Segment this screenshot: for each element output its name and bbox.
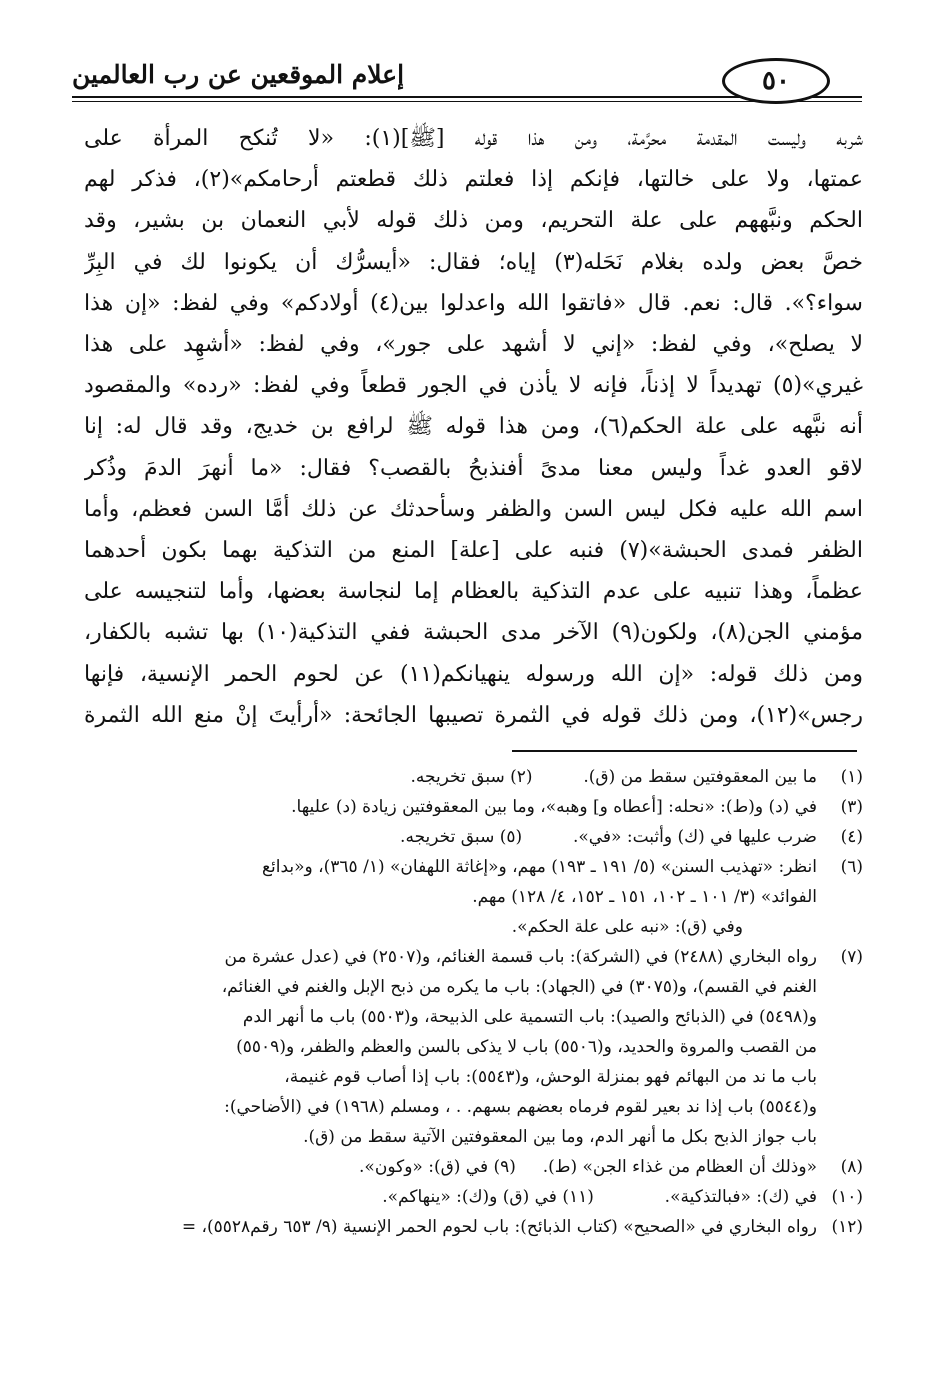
footnote-continuation: باب ما ند من البهائم فهو بمنزلة الوحش، و(٥٥٤٣): باب إذا أصاب قوم غنيمة،: [284, 1067, 817, 1087]
footnote-text: سبق تخريجه.: [400, 827, 495, 847]
footnotes: [82, 762, 863, 1242]
footnote-7: [82, 942, 863, 972]
text-line: الحكم ونبَّههم على علة التحريم، ومن ذلك قوله لأبي النعمان بن بشير، وقد: [84, 208, 863, 234]
text-line: خصَّ بعض ولده بغلام نَحَله(٣) إياه؛ فقال: «أيسرُّك أن يكونوا لك في البِرِّ: [84, 249, 863, 275]
text-line: مؤمني الجن(٨)، ولكون(٩) الآخر مدى الحبشة ففي التذكية(١٠) بها تشبه بالكفار،: [84, 620, 863, 646]
footnote-6: [82, 852, 863, 882]
footnote-continuation: و(٥٤٩٨) في (الذبائح والصيد): باب التسمية على الذبيحة، و(٥٥٠٣) باب ما أنهر الدم: [242, 1007, 817, 1027]
text-line: لاقو العدو غداً وليس معنا مدىً أفنذبحُ بالقصب؟ فقال: «ما أنهرَ الدمَ وذُكر: [84, 455, 863, 481]
running-header: [72, 52, 862, 108]
footnote-10-11: [82, 1182, 863, 1212]
text-line: ومن ذلك قوله: «إن الله ورسوله ينهيانكم(١١) عن لحوم الحمر الإنسية، فإنها: [84, 661, 863, 687]
book-title: إعلام الموقعين عن رب العالمين: [72, 60, 405, 89]
text-line: عمتها، ولا على خالتها، فإنكم إذا فعلتم ذلك قطعتم أرحامكم»(٢)، فذكر لهم: [84, 167, 863, 193]
main-text: [84, 118, 863, 736]
footnote-text: في (ق): «وكون».: [359, 1157, 489, 1177]
footnote-text: رواه البخاري (٢٤٨٨) في (الشركة): باب قسمة الغنائم، و(٢٥٠٧) في (عدل عشرة من: [224, 947, 817, 967]
footnote-number: (١٢): [831, 1217, 863, 1237]
footnote-number: (٦): [840, 857, 863, 877]
footnote-12: [82, 1212, 863, 1242]
footnote-8-9: [82, 1152, 863, 1182]
footnote-continuation: وفي (ق): «نبه على علة الحكم».: [511, 917, 743, 937]
footnote-number: (٢): [510, 767, 533, 787]
footnote-continuation: الفوائد» (٣/ ١٠١ ـ ١٠٢، ١٥١ ـ ١٥٢، ٤/ ١٢٨) مهم.: [472, 887, 817, 907]
footnote-number: (١٠): [831, 1187, 863, 1207]
footnote-text: انظر: «تهذيب السنن» (٥/ ١٩١ ـ ١٩٣) مهم، و«إغاثة اللهفان» (١/ ٣٦٥)، و«بدائع: [262, 857, 817, 877]
footnote-text: ضرب عليها في (ك) وأثبت: «في».: [572, 827, 817, 847]
footnote-text: رواه البخاري في «الصحيح» (كتاب الذبائح): باب لحوم الحمر الإنسية (٩/ ٦٥٣ رقم٥٥٢٨)، =: [181, 1217, 817, 1237]
footnote-number: (٥): [499, 827, 523, 847]
page-number: ٥٠: [762, 66, 790, 96]
text-line: عظماً، وهذا تنبيه على عدم التذكية بالعظام إما لنجاسة بعضها، وأما لتنجيسه على: [84, 579, 863, 605]
footnote-number: (١١): [562, 1187, 594, 1207]
footnote-number: (٣): [840, 797, 863, 817]
footnote-continuation: باب جواز الذبح بكل ما أنهر الدم، وما بين المعقوفتين الآتية سقط من (ق).: [303, 1127, 817, 1147]
footnote-separator: [512, 750, 857, 752]
text-line: لا يصلح»، وفي لفظ: «إني لا أشهد على جور»، وفي لفظ: «أشهِد على هذا: [84, 332, 863, 358]
footnote-text: ما بين المعقوفتين سقط من (ق).: [583, 767, 817, 787]
page-number-badge: [722, 58, 830, 104]
footnote-continuation: و(٥٥٤٤) باب إذا ند بعير لقوم فرماه بعضهم بسهم. . ، ومسلم (١٩٦٨) في (الأضاحي):: [224, 1097, 817, 1117]
footnote-number: (٩): [493, 1157, 516, 1177]
footnote-number: (٧): [840, 947, 863, 967]
text-line: أنه نبَّهه على علة الحكم(٦)، ومن هذا قوله ﷺ لرافع بن خديج، وقد قال له: إنا: [84, 414, 863, 440]
footnote-text: «وذلك أن العظام من غذاء الجن» (ط).: [542, 1157, 817, 1177]
footnote-3: [82, 792, 863, 822]
text-line: غيري»(٥) تهديداً لا إذناً، فإنه لا يأذن في الجور قطعاً وفي لفظ: «رده» والمقصود: [84, 373, 863, 399]
footnote-number: (١): [840, 767, 863, 787]
footnote-continuation: الغنم في القسم)، و(٣٠٧٥) في (الجهاد): باب ما يكره من ذبح الإبل والغنم في الغنائم،: [221, 977, 817, 997]
text-line: رجس»(١٢)، ومن ذلك قوله في الثمرة تصيبها الجائحة: «أرأيتَ إنْ منع الله الثمرة: [84, 702, 863, 728]
footnote-1-2: [82, 762, 863, 792]
footnote-4-5: [82, 822, 863, 852]
text-line: شربه وليست المقدمة محرَّمة، ومن هذا قوله [ﷺ](١): «لا تُنكح المرأة على: [84, 126, 863, 151]
footnote-text: في (ك): «فبالتذكية».: [664, 1187, 817, 1207]
text-line: اسم الله عليه فكل ليس السن والظفر وسأحدثك عن ذلك أمَّا السن فعظم، وأما: [84, 496, 863, 522]
footnote-text: في (ق) و(ك): «ينهاكم».: [382, 1187, 557, 1207]
footnote-text: في (د) و(ط): «نحله: [أعطاه و] وهبه»، وما بين المعقوفتين زيادة (د) عليها.: [291, 797, 817, 817]
footnote-text: سبق تخريجه.: [410, 767, 505, 787]
footnote-continuation: من القصب والمروة والحديد، و(٥٥٠٦) باب لا يذكى بالسن والعظم والظفر، و(٥٥٠٩): [236, 1037, 817, 1057]
text-line: الظفر فمدى الحبشة»(٧) فنبه على [علة] المنع من التذكية بهما بكون أحدهما: [84, 538, 863, 564]
header-rule-thin: [72, 101, 862, 102]
footnote-number: (٨): [840, 1157, 863, 1177]
footnote-number: (٤): [840, 827, 863, 847]
text-line: سواء؟». قال: نعم. قال «فاتقوا الله واعدلوا بين(٤) أولادكم» وفي لفظ: «إن هذا: [84, 290, 863, 316]
